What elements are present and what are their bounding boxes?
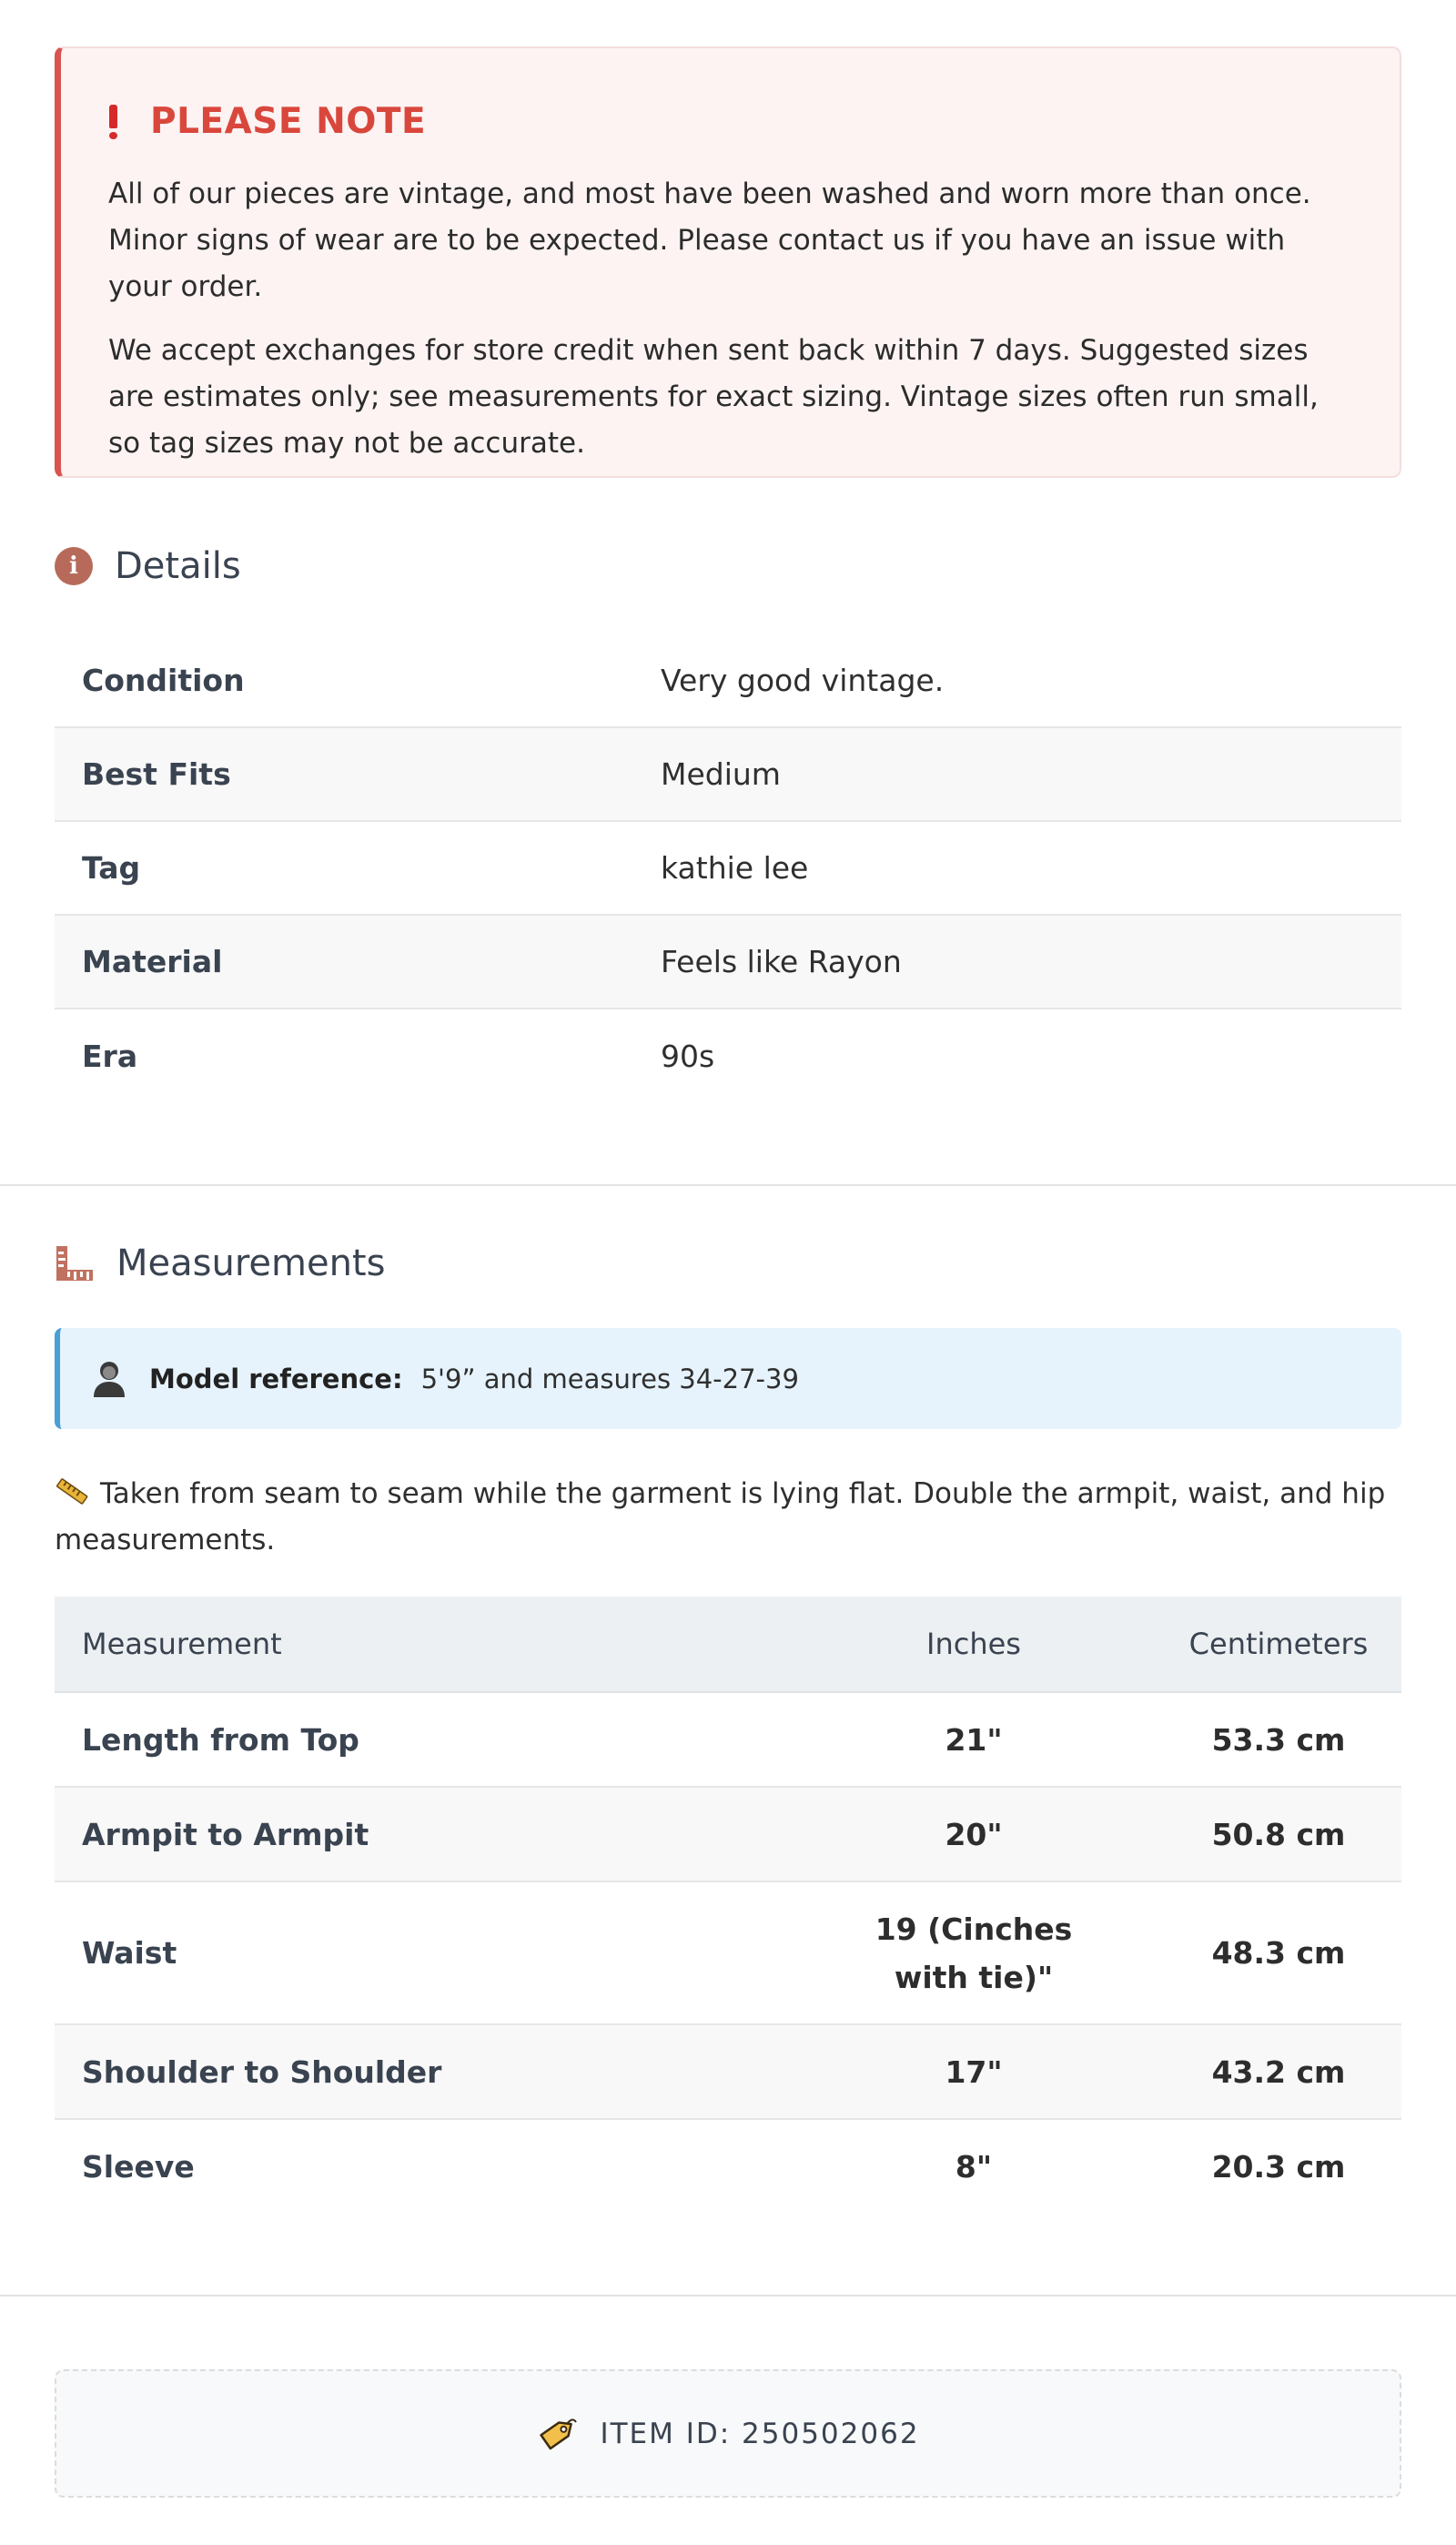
person-icon bbox=[91, 1359, 127, 1399]
details-title: Details bbox=[115, 545, 241, 587]
ruler-icon bbox=[55, 1244, 95, 1283]
measurement-cm: 43.2 cm bbox=[1156, 2024, 1401, 2119]
detail-value: Medium bbox=[657, 727, 1401, 821]
info-circle-icon: i bbox=[55, 547, 93, 585]
table-row bbox=[55, 2119, 1401, 2214]
table-row bbox=[55, 821, 1401, 915]
detail-label: Tag bbox=[55, 821, 657, 915]
table-row bbox=[55, 2024, 1401, 2119]
detail-value: 90s bbox=[661, 1038, 715, 1074]
detail-label: Condition bbox=[55, 634, 657, 727]
table-row bbox=[55, 915, 1401, 1009]
item-id-box bbox=[55, 2369, 1401, 2498]
measurement-inches: 20" bbox=[792, 1787, 1156, 1881]
measurement-name: Length from Top bbox=[55, 1692, 792, 1787]
measurement-instructions bbox=[55, 1471, 1401, 1564]
section-divider bbox=[0, 2295, 1456, 2297]
table-row bbox=[55, 1787, 1401, 1881]
measurement-name: Waist bbox=[55, 1881, 792, 2024]
measurement-cm: 20.3 cm bbox=[1211, 2149, 1346, 2185]
table-row bbox=[55, 1881, 1401, 2024]
measurement-inches: 17" bbox=[792, 2024, 1156, 2119]
measurements-table bbox=[55, 1597, 1401, 2214]
measurement-cm: 50.8 cm bbox=[1156, 1787, 1401, 1881]
instructions-text: Taken from seam to seam while the garment is lying flat. Double the armpit, waist, and hip measurements. bbox=[55, 1477, 1386, 1556]
table-row bbox=[55, 1009, 1401, 1102]
measurement-name: Sleeve bbox=[82, 2149, 195, 2185]
notice-paragraph-2: We accept exchanges for store credit when sent back within 7 days. Suggested sizes are estimates only; see measurements for exact sizing. Vintage sizes often run small, so tag sizes may not be accurate. bbox=[108, 334, 1319, 460]
table-header-row bbox=[55, 1597, 1401, 1692]
tag-icon bbox=[536, 2415, 578, 2453]
table-row bbox=[55, 727, 1401, 821]
measurement-name: Shoulder to Shoulder bbox=[55, 2024, 792, 2119]
notice-paragraph-1: All of our pieces are vintage, and most have been washed and worn more than once. Minor signs of wear are to be expected. Please contact us if you have an issue with your order. bbox=[108, 177, 1311, 303]
detail-label: Material bbox=[55, 915, 657, 1009]
table-row bbox=[55, 634, 1401, 727]
detail-label: Best Fits bbox=[55, 727, 657, 821]
measurements-heading bbox=[55, 1236, 1401, 1291]
model-reference-value: 5'9” and measures 34-27-39 bbox=[420, 1363, 799, 1394]
details-heading bbox=[55, 539, 1401, 593]
measurement-inches: 21" bbox=[792, 1692, 1156, 1787]
exclamation-icon bbox=[108, 105, 117, 139]
measurement-inches: 19 (Cinches with tie)" bbox=[875, 1911, 1073, 1995]
detail-value: Very good vintage. bbox=[657, 634, 1401, 727]
details-table bbox=[55, 634, 1401, 1102]
notice-title: PLEASE NOTE bbox=[150, 101, 427, 142]
details-table-wrap bbox=[55, 634, 1401, 1102]
detail-value: kathie lee bbox=[657, 821, 1401, 915]
detail-label: Era bbox=[82, 1038, 138, 1074]
item-id-text: ITEM ID: 250502062 bbox=[600, 2417, 920, 2450]
model-reference-box bbox=[55, 1328, 1401, 1429]
measurements-title: Measurements bbox=[116, 1242, 386, 1284]
detail-value: Feels like Rayon bbox=[657, 915, 1401, 1009]
measurements-table-wrap bbox=[55, 1597, 1401, 2214]
measurement-inches: 8" bbox=[955, 2149, 993, 2185]
notice-header bbox=[108, 101, 1354, 142]
measurement-inches-cell bbox=[792, 1881, 1156, 2024]
pencil-icon bbox=[55, 1478, 91, 1506]
section-divider bbox=[0, 1184, 1456, 1186]
please-note-box bbox=[55, 46, 1401, 478]
column-header-inches: Inches bbox=[792, 1597, 1156, 1692]
column-header-centimeters: Centimeters bbox=[1156, 1597, 1401, 1692]
table-row bbox=[55, 1692, 1401, 1787]
measurement-name: Armpit to Armpit bbox=[55, 1787, 792, 1881]
column-header-measurement: Measurement bbox=[55, 1597, 792, 1692]
measurement-cm: 48.3 cm bbox=[1156, 1881, 1401, 2024]
model-reference-label: Model reference: bbox=[149, 1363, 403, 1394]
measurement-cm: 53.3 cm bbox=[1156, 1692, 1401, 1787]
